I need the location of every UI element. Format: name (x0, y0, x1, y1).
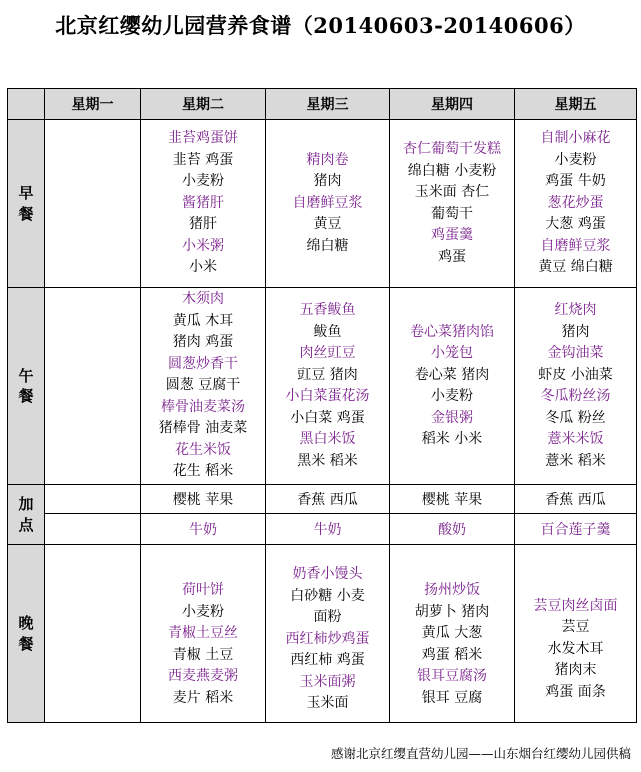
cell-wed-lunch (266, 288, 390, 485)
dish-name: 杏仁葡萄干发糕 (403, 141, 501, 157)
dish-name: 肉丝豇豆 (299, 345, 356, 361)
dish-name: 自磨鲜豆浆 (292, 194, 363, 211)
dish-name: 小笼包 (431, 345, 473, 361)
ingredient-line: 黄豆 绵白糖 (538, 259, 613, 276)
ingredient-line: 鸡蛋 牛奶 (545, 173, 606, 190)
corner-cell (8, 89, 45, 120)
ingredient-line: 薏米 稻米 (545, 452, 606, 469)
ingredient-line: 小米 (189, 259, 217, 276)
ingredient-line: 猪棒骨 油麦菜 (158, 420, 248, 437)
ingredient-line: 卷心菜 猪肉 (414, 366, 490, 383)
cell-mon-snack2 (45, 514, 141, 545)
cell-tue-dinner (141, 545, 266, 723)
dish-name: 黑白米饭 (299, 431, 356, 447)
dish-name: 玉米面粥 (299, 673, 356, 690)
dish-name: 薏米米饭 (547, 431, 604, 447)
dish-name: 红烧肉 (554, 302, 597, 318)
ingredient-line: 青椒 土豆 (172, 646, 234, 663)
dish-name: 西麦燕麦粥 (168, 668, 238, 684)
ingredient-line: 猪肉 (313, 173, 342, 190)
dish-name: 西红柿炒鸡蛋 (285, 630, 370, 647)
cell-fri-breakfast (515, 120, 637, 288)
cell-fri-snack1: 香蕉 西瓜 (515, 485, 637, 514)
dish-name: 鸡蛋羹 (431, 227, 473, 243)
dish-name: 金钩油菜 (547, 345, 604, 361)
cell-wed-snack1: 香蕉 西瓜 (266, 485, 390, 514)
meal-label-snack: 加 点 (8, 485, 45, 545)
dish-name: 圆葱炒香干 (168, 355, 238, 372)
ingredient-line: 玉米面 (306, 695, 349, 712)
ingredient-line: 花生 稻米 (172, 463, 234, 480)
breakfast-row (8, 120, 637, 288)
ingredient-line: 绵白糖 (306, 237, 349, 254)
header-day-wed: 星期三 (266, 89, 390, 120)
dish-name: 韭苔鸡蛋饼 (168, 130, 238, 147)
ingredient-line: 胡萝卜 猪肉 (414, 603, 490, 620)
dish-name: 银耳豆腐汤 (417, 668, 487, 684)
cell-thu-snack2: 酸奶 (390, 514, 515, 545)
dish-name: 自制小麻花 (540, 130, 611, 147)
dish-name: 木须肉 (182, 291, 224, 308)
ingredient-line: 鲅鱼 (313, 323, 342, 340)
ingredient-line: 黄豆 (313, 216, 342, 233)
snack-row-1 (8, 485, 637, 514)
cell-tue-lunch (141, 288, 266, 485)
ingredient-line: 鸡蛋 面条 (545, 683, 606, 700)
ingredient-line: 黄瓜 大葱 (421, 625, 483, 641)
ingredient-line: 面粉 (313, 609, 342, 626)
cell-mon-snack1 (45, 485, 141, 514)
cell-tue-snack2: 牛奶 (141, 514, 266, 545)
ingredient-line: 猪肉末 (554, 662, 597, 679)
dish-name: 青椒土豆丝 (168, 625, 238, 641)
header-row (8, 89, 637, 120)
dish-name: 小白菜蛋花汤 (285, 388, 370, 404)
header-day-fri: 星期五 (515, 89, 637, 120)
ingredient-line: 芸豆 (561, 619, 590, 636)
dinner-row (8, 545, 637, 723)
ingredient-line: 银耳 豆腐 (421, 689, 483, 706)
cell-wed-snack2: 牛奶 (266, 514, 390, 545)
lunch-row (8, 288, 637, 485)
cell-thu-breakfast (390, 120, 515, 288)
cell-fri-lunch (515, 288, 637, 485)
cell-thu-snack1: 樱桃 苹果 (390, 485, 515, 514)
ingredient-line: 小麦粉 (182, 603, 224, 620)
ingredient-line: 稻米 小米 (421, 431, 483, 447)
ingredient-line: 麦片 稻米 (172, 689, 234, 706)
ingredient-line: 黑米 稻米 (297, 452, 358, 469)
ingredient-line: 猪肉 鸡蛋 (172, 334, 234, 351)
meal-label-lunch: 午 餐 (8, 288, 45, 485)
meal-label-dinner: 晚 餐 (8, 545, 45, 723)
ingredient-line: 小麦粉 (431, 388, 473, 404)
dish-name: 葱花炒蛋 (547, 194, 604, 211)
header-day-mon: 星期一 (45, 89, 141, 120)
cell-thu-dinner (390, 545, 515, 723)
ingredient-line: 小麦粉 (554, 151, 597, 168)
ingredient-line: 豇豆 猪肉 (297, 366, 358, 383)
dish-name: 荷叶饼 (182, 582, 224, 598)
ingredient-line: 白砂糖 小麦 (290, 587, 365, 604)
ingredient-line: 冬瓜 粉丝 (545, 409, 606, 426)
footer-credit: 感谢北京红缨直营幼儿园——山东烟台红缨幼儿园供稿 (330, 746, 631, 761)
cell-wed-breakfast (266, 120, 390, 288)
cell-mon-lunch (45, 288, 141, 485)
ingredient-line: 玉米面 杏仁 (414, 184, 490, 200)
menu-table (7, 88, 637, 723)
dish-name: 扬州炒饭 (424, 582, 480, 598)
cell-mon-breakfast (45, 120, 141, 288)
dish-name: 花生米饭 (175, 441, 231, 458)
ingredient-line: 韭苔 鸡蛋 (172, 151, 234, 168)
ingredient-line: 葡萄干 (431, 205, 473, 222)
cell-mon-dinner (45, 545, 141, 723)
ingredient-line: 小白菜 鸡蛋 (290, 409, 365, 426)
header-day-tue: 星期二 (141, 89, 266, 120)
dish-name: 精肉卷 (306, 151, 349, 168)
ingredient-line: 虾皮 小油菜 (538, 366, 613, 383)
cell-fri-dinner (515, 545, 637, 723)
ingredient-line: 黄瓜 木耳 (172, 312, 234, 329)
ingredient-line: 西红柿 鸡蛋 (290, 652, 365, 669)
ingredient-line: 鸡蛋 (438, 248, 466, 265)
cell-tue-breakfast (141, 120, 266, 288)
dish-name: 棒骨油麦菜汤 (161, 398, 245, 415)
ingredient-line: 圆葱 豆腐干 (165, 377, 241, 394)
dish-name: 芸豆肉丝卤面 (533, 597, 618, 614)
ingredient-line: 猪肝 (189, 216, 217, 233)
meal-label-breakfast: 早 餐 (8, 120, 45, 288)
dish-name: 冬瓜粉丝汤 (540, 388, 611, 404)
header-day-thu: 星期四 (390, 89, 515, 120)
page-title: 北京红缨幼儿园营养食谱（20140603-20140606） (55, 13, 586, 38)
dish-name: 奶香小馒头 (292, 566, 363, 583)
dish-name: 五香鲅鱼 (299, 302, 356, 318)
dish-name: 小米粥 (182, 237, 224, 254)
ingredient-line: 鸡蛋 稻米 (421, 646, 483, 663)
ingredient-line: 大葱 鸡蛋 (545, 216, 606, 233)
ingredient-line: 水发木耳 (547, 640, 604, 657)
dish-name: 酱猪肝 (182, 194, 224, 211)
cell-fri-snack2: 百合莲子羹 (515, 514, 637, 545)
cell-tue-snack1: 樱桃 苹果 (141, 485, 266, 514)
ingredient-line: 猪肉 (561, 323, 590, 340)
cell-thu-lunch (390, 288, 515, 485)
cell-wed-dinner (266, 545, 390, 723)
ingredient-line: 小麦粉 (182, 173, 224, 190)
ingredient-line: 绵白糖 小麦粉 (407, 162, 497, 179)
dish-name: 自磨鲜豆浆 (540, 237, 611, 254)
dish-name: 卷心菜猪肉馅 (410, 323, 494, 340)
dish-name: 金银粥 (431, 409, 473, 426)
snack-row-2 (8, 514, 637, 545)
